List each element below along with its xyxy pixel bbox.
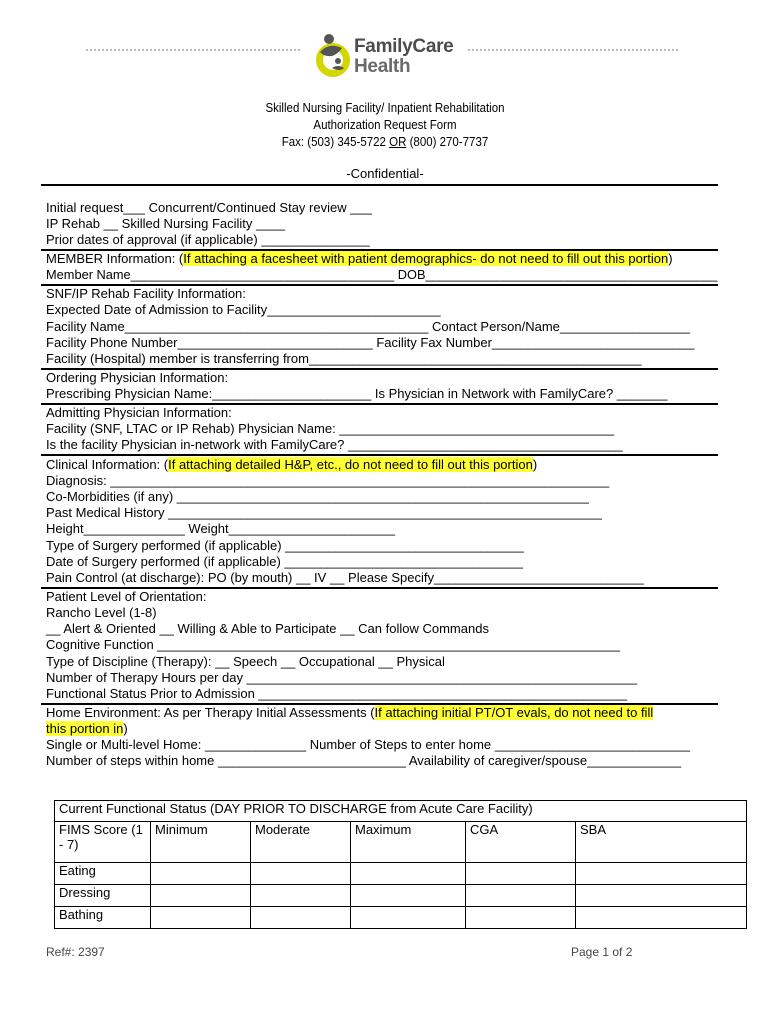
table-header-row — [55, 822, 747, 863]
facility-heading-text: SNF/IP Rehab Facility Information — [46, 286, 243, 301]
form-title — [0, 100, 770, 151]
ordering-heading-colon: : — [224, 370, 229, 385]
cell-input[interactable] — [351, 907, 466, 929]
col-header-minimum: Minimum — [151, 822, 251, 863]
page-number: Page 1 of 2 — [571, 945, 633, 959]
cell-input[interactable] — [251, 863, 351, 885]
orientation-checks-line[interactable]: __ Alert & Oriented __ Willing & Able to Participate __ Can follow Commands — [46, 621, 489, 636]
home-heading-text: Home Environment: As per Therapy Initial Assessments — [46, 705, 367, 720]
therapy-hours-line[interactable]: Number of Therapy Hours per day ______________________________________________________ — [46, 670, 638, 685]
cell-input[interactable] — [351, 885, 466, 907]
row-label-bathing: Bathing — [55, 907, 151, 929]
admitting-section-heading — [46, 405, 232, 421]
physician-in-network-line[interactable]: Is the facility Physician in-network with FamilyCare? ______________________________________ — [46, 437, 623, 452]
past-medical-history-line[interactable]: Past Medical History ____________________________________________________________ — [46, 505, 602, 520]
cell-input[interactable] — [151, 885, 251, 907]
rancho-level-line[interactable]: Rancho Level (1-8) — [46, 605, 157, 620]
header-dotted-rule-right — [468, 49, 678, 51]
height-weight-line[interactable]: Height______________ Weight_______________________ — [46, 521, 395, 536]
ordering-section-heading — [46, 370, 228, 386]
transferring-from-line[interactable]: Facility (Hospital) member is transferring from______________________________________________ — [46, 351, 642, 366]
clinical-section-heading — [46, 457, 537, 473]
home-section-heading — [46, 705, 653, 721]
prescribing-physician-line[interactable]: Prescribing Physician Name:______________________ Is Physician in Network with FamilyCare? _______ — [46, 386, 668, 401]
home-section-heading-cont — [46, 721, 128, 737]
home-heading-sep: ( — [366, 705, 375, 720]
cell-input[interactable] — [251, 907, 351, 929]
home-note-part1: If attaching initial PT/OT evals, do not need to fill — [374, 705, 654, 720]
steps-caregiver-line[interactable]: Number of steps within home __________________________ Availability of caregiver/spouse_____________ — [46, 753, 682, 768]
cell-input[interactable] — [351, 863, 466, 885]
table-row — [55, 863, 747, 885]
member-heading-close: ) — [668, 251, 673, 266]
cell-input[interactable] — [466, 907, 576, 929]
col-header-cga: CGA — [466, 822, 576, 863]
logo-wordmark-top: FamilyCare — [354, 36, 454, 57]
facility-physician-line[interactable]: Facility (SNF, LTAC or IP Rehab) Physician Name: ______________________________________ — [46, 421, 615, 436]
divider-clinical — [41, 454, 718, 456]
familycare-logo-icon — [312, 30, 354, 80]
cognitive-function-line[interactable]: Cognitive Function ________________________________________________________________ — [46, 637, 620, 652]
ordering-heading-text: Ordering Physician Information — [46, 370, 225, 385]
table-row — [55, 907, 747, 929]
table-caption-row — [55, 801, 747, 822]
logo-wordmark-bottom: Health — [354, 56, 411, 77]
member-heading-sep: : ( — [171, 251, 184, 266]
fax-or: OR — [389, 135, 407, 149]
admitting-heading-text: Admitting Physician Information — [46, 405, 229, 420]
cell-input[interactable] — [251, 885, 351, 907]
home-heading-close: ) — [123, 721, 128, 736]
table-caption: Current Functional Status (DAY PRIOR TO DISCHARGE from Acute Care Facility) — [55, 801, 747, 822]
therapy-discipline-line[interactable]: Type of Discipline (Therapy): __ Speech __ Occupational __ Physical — [46, 654, 445, 669]
comorbidities-line[interactable]: Co-Morbidities (if any) _________________________________________________________ — [46, 489, 589, 504]
orientation-section-heading — [46, 589, 206, 605]
pain-control-line[interactable]: Pain Control (at discharge): PO (by mouth) __ IV __ Please Specify_____________________________ — [46, 570, 644, 585]
diagnosis-line[interactable]: Diagnosis: _____________________________________________________________________ — [46, 473, 610, 488]
home-level-steps-line[interactable]: Single or Multi-level Home: ______________ Number of Steps to enter home ___________________________ — [46, 737, 690, 752]
cell-input[interactable] — [151, 863, 251, 885]
clinical-note: If attaching detailed H&P, etc., do not need to fill out this portion — [168, 457, 533, 472]
col-header-sba: SBA — [576, 822, 747, 863]
orientation-heading-text: Patient Level of Orientation — [46, 589, 203, 604]
facility-section-heading — [46, 286, 246, 302]
cell-input[interactable] — [466, 885, 576, 907]
facility-name-line[interactable]: Facility Name__________________________________________ Contact Person/Name__________________ — [46, 319, 691, 334]
orientation-heading-colon: : — [202, 589, 207, 604]
row-label-dressing: Dressing — [55, 885, 151, 907]
admitting-heading-colon: : — [228, 405, 232, 420]
title-line-2: Authorization Request Form — [313, 118, 457, 132]
fax-number-2: (800) 270-7737 — [406, 135, 489, 149]
admission-date-line[interactable]: Expected Date of Admission to Facility________________________ — [46, 302, 441, 317]
col-header-fims: FIMS Score (1 - 7) — [55, 822, 151, 863]
cell-input[interactable] — [151, 907, 251, 929]
home-note-part2: this portion in — [46, 721, 124, 736]
fax-number-1: Fax: (503) 345-5722 — [281, 135, 390, 149]
functional-status-prior-line[interactable]: Functional Status Prior to Admission ___________________________________________________ — [46, 686, 628, 701]
member-name-dob-line[interactable]: Member Name_____________________________________ DOB_________________________________________ — [46, 267, 718, 282]
row-label-eating: Eating — [55, 863, 151, 885]
functional-status-table — [54, 800, 747, 929]
cell-input[interactable] — [576, 885, 747, 907]
divider-top — [41, 184, 718, 186]
clinical-heading-text: Clinical Information — [46, 457, 157, 472]
reference-number: Ref#: 2397 — [46, 945, 105, 959]
clinical-heading-sep: : ( — [156, 457, 169, 472]
prior-approval-line[interactable]: Prior dates of approval (if applicable) _______________ — [46, 232, 370, 247]
request-type-line[interactable]: Initial request___ Concurrent/Continued Stay review ___ — [46, 200, 372, 215]
member-section-heading — [46, 251, 673, 267]
col-header-moderate: Moderate — [251, 822, 351, 863]
title-line-1: Skilled Nursing Facility/ Inpatient Rehabilitation — [265, 101, 505, 115]
member-note: If attaching a facesheet with patient demographics- do not need to fill out this portion — [183, 251, 669, 266]
header-dotted-rule-left — [86, 49, 300, 51]
member-heading-text: MEMBER Information — [46, 251, 172, 266]
col-header-maximum: Maximum — [351, 822, 466, 863]
table-row — [55, 885, 747, 907]
familycare-logo — [312, 30, 482, 80]
surgery-date-line[interactable]: Date of Surgery performed (if applicable) _________________________________ — [46, 554, 524, 569]
facility-heading-colon: : — [242, 286, 246, 301]
service-type-line[interactable]: IP Rehab __ Skilled Nursing Facility ____ — [46, 216, 285, 231]
confidential-label: -Confidential- — [346, 166, 424, 181]
facility-phone-line[interactable]: Facility Phone Number___________________________ Facility Fax Number____________________________ — [46, 335, 695, 350]
cell-input[interactable] — [466, 863, 576, 885]
surgery-type-line[interactable]: Type of Surgery performed (if applicable) _________________________________ — [46, 538, 524, 553]
cell-input[interactable] — [576, 907, 747, 929]
title-fax-line — [31, 134, 739, 151]
clinical-heading-close: ) — [532, 457, 538, 472]
cell-input[interactable] — [576, 863, 747, 885]
